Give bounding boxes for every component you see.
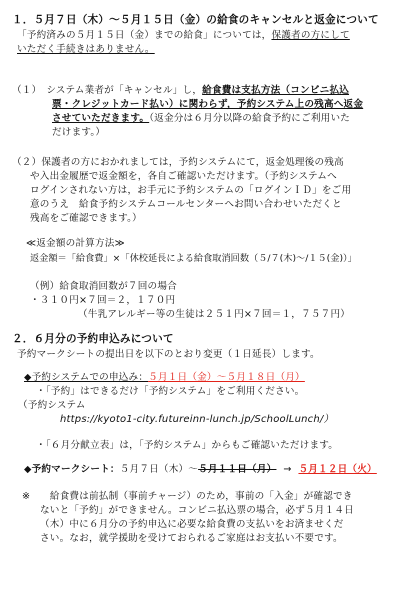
para-1-line-1-a: （１） システム業者が「キャンセル」し，	[12, 85, 203, 96]
marksheet-new-date: ５月１２日（火）	[298, 464, 377, 475]
system-url-link[interactable]: https://kyoto1-city.futureinn-lunch.jp/SchoolLunch/）	[60, 414, 334, 425]
section-1-line-1-b: 保護者の方にして	[271, 30, 350, 41]
online-booking-sub: ・「予約」はできるだけ「予約システム」をご利用ください。	[36, 386, 305, 397]
para-1-line-3-a: させていただきます。	[52, 113, 150, 124]
para-1-line-1	[12, 85, 349, 97]
para-1-line-4: だけます。）	[52, 127, 106, 138]
marksheet-arrow: →	[283, 464, 292, 475]
calc-example-2: ・３１０円×７回＝２，１７０円	[30, 295, 176, 306]
para-1-line-1-b: 給食費は支払方法（コンビニ払込	[202, 85, 350, 96]
para-2-line-1: （２）保護者の方におかれましては，予約システムにて，返金処理後の残高	[12, 157, 344, 168]
para-1-line-2: 票・クレジットカード払い）に関わらず，予約システム上の残高へ返金	[52, 99, 364, 110]
section-1-line-1	[17, 30, 350, 42]
marksheet-prefix: ５月７日（木）～	[119, 464, 199, 475]
note-line-3: （木）中に６月分の予約申込に必要な給食費の支払いをお済ませくだ	[40, 519, 344, 530]
calc-example-3: （牛乳アレルギー等の生徒は２５１円×７回＝１，７５７円）	[78, 309, 351, 320]
marksheet-label: ◆予約マークシート：	[24, 464, 120, 475]
online-booking-line	[24, 372, 305, 384]
note-line-1: ※ 給食費は前払制（事前チャージ）のため，事前の「入金」が確認でき	[22, 491, 353, 502]
para-2-line-2: や入出金履歴で返金額を，各自ご確認いただけます。（予約システムへ	[30, 171, 337, 182]
calc-example-1: （例）給食取消回数が７回の場合	[30, 281, 177, 292]
section-1-line-2: いただく手続きはありません。	[17, 44, 155, 55]
para-1-line-3-b: （返金分は６月分以降の給食予約にご利用いた	[149, 113, 351, 124]
para-2-line-5: 残高をご確認できます。）	[30, 213, 142, 224]
section-1-heading: １．５月７日（木）～５月１５日（金）の給食のキャンセルと返金について	[12, 14, 379, 26]
marksheet-line	[24, 464, 377, 476]
para-2-line-3: ログインされない方は，お手元に予約システムの「ログインＩＤ」をご用	[30, 185, 352, 196]
section-2-heading: ２．６月分の予約申込みについて	[12, 333, 174, 345]
note-line-2: ないと「予約」ができません。コンビニ払込票の場合，必ず５月１４日	[40, 505, 354, 516]
section-2-intro: 予約マークシートの提出日を以下のとおり変更（１日延長）します。	[17, 349, 320, 360]
para-1-line-3	[52, 113, 350, 125]
section-1-line-1-a: 「予約済みの５月１５日（金）までの給食」については，	[17, 30, 272, 41]
online-booking-dates: ５月１日（金）～５月１８日（月）	[148, 372, 305, 383]
calc-title: ≪返金額の計算方法≫	[26, 238, 125, 249]
system-label: （予約システム	[18, 400, 86, 411]
para-2-line-4: 意のうえ 給食予約システムコールセンターへお問い合わせいただくと	[30, 199, 342, 210]
note-line-4: さい。なお，就学援助を受けておられるご家庭はお支払い不要です。	[40, 533, 343, 544]
june-menu-note: ・「６月分献立表」は，「予約システム」からもご確認いただけます。	[36, 440, 339, 451]
online-booking-label: ◆予約システムでの申込み：	[24, 372, 149, 383]
marksheet-old-date: ５月１１日（月）	[198, 464, 277, 475]
calc-formula: 返金額＝「給食費」×「休校延長による給食取消回数（５/７(木)～/１５(金)）」	[30, 253, 357, 264]
